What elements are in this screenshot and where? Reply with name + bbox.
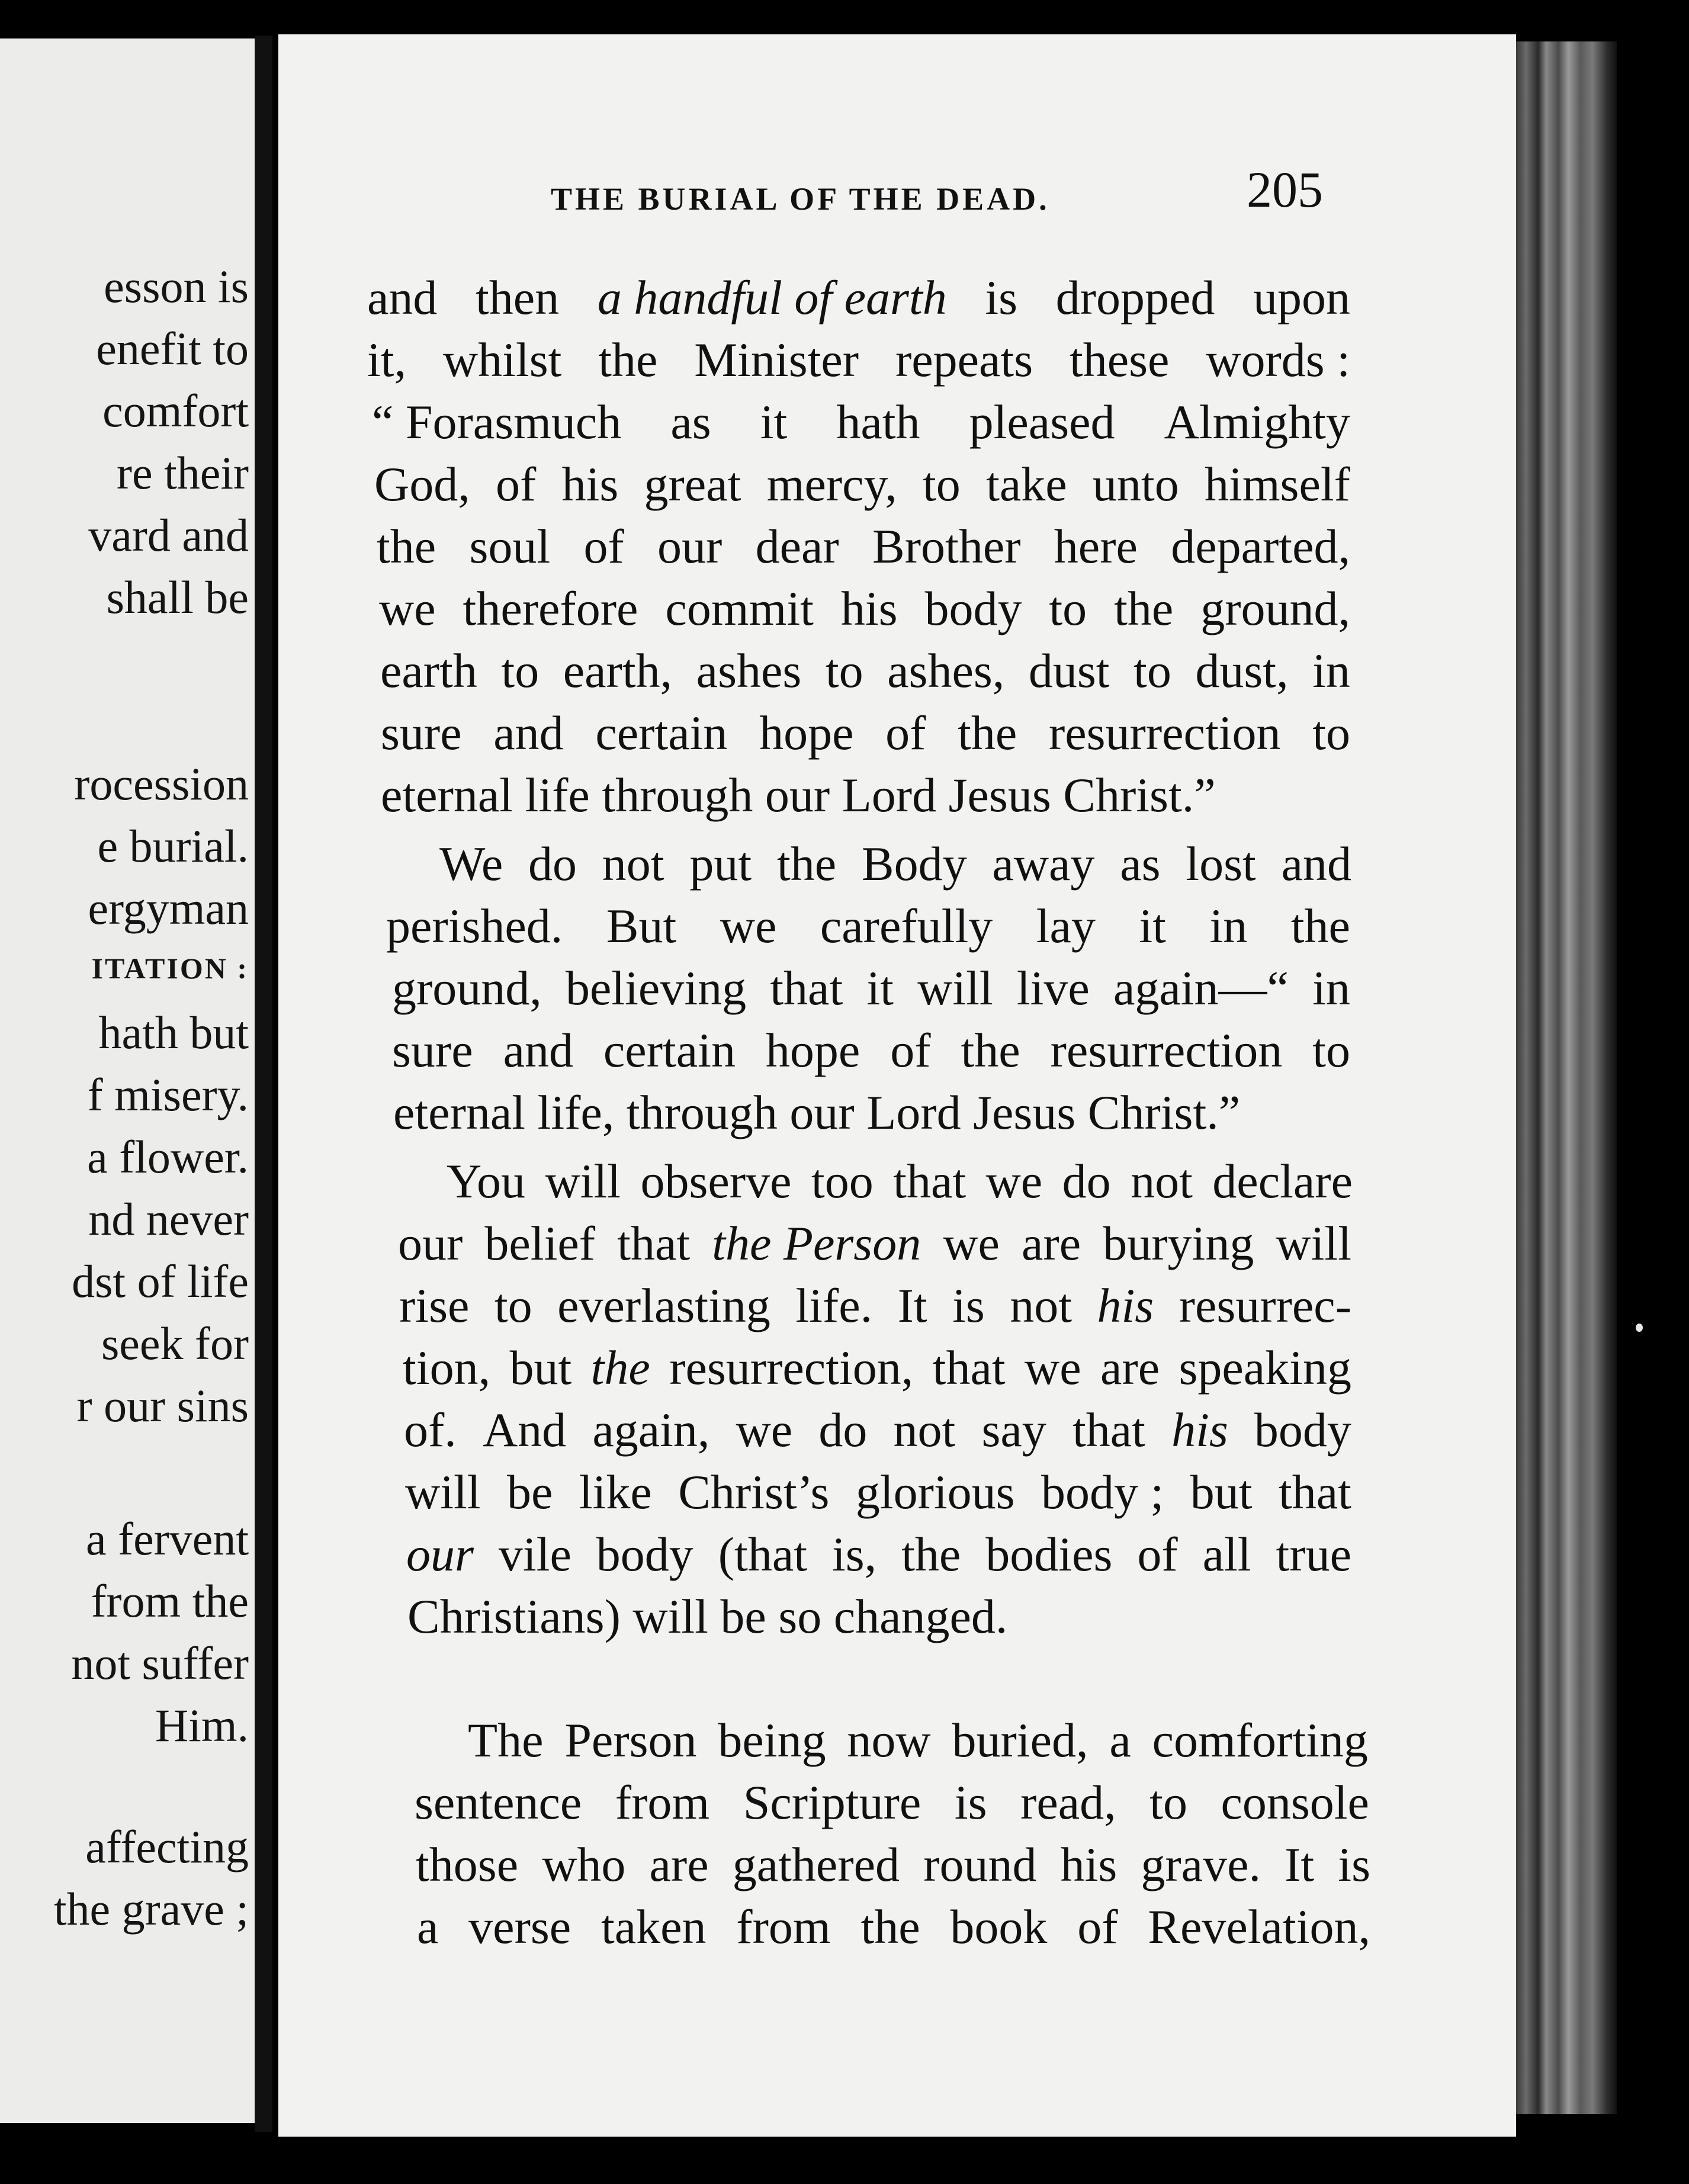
left-page-line: vard and	[88, 509, 249, 561]
word: Person	[564, 1713, 697, 1767]
word: body	[924, 582, 1022, 635]
word: dust	[1028, 644, 1110, 698]
word: of	[890, 1023, 931, 1077]
word: then	[476, 271, 560, 325]
word: hath	[836, 395, 920, 449]
word: Minister	[694, 333, 859, 387]
word: sure	[381, 706, 462, 760]
word: body ;	[1041, 1465, 1164, 1519]
word: console	[1221, 1775, 1369, 1829]
text-line	[367, 333, 1350, 387]
word: certain	[595, 706, 728, 760]
word: that	[932, 1341, 1006, 1395]
word: body	[596, 1527, 693, 1581]
word: to	[1312, 706, 1350, 760]
word: of	[885, 706, 926, 760]
word: whilst	[442, 333, 562, 387]
text-line	[404, 1403, 1351, 1457]
text-line	[405, 1465, 1351, 1519]
text-line	[416, 1838, 1370, 1891]
word: say	[981, 1403, 1046, 1457]
word: comforting	[1152, 1713, 1368, 1767]
word: It	[897, 1279, 927, 1332]
word: his	[840, 582, 898, 635]
word: we	[720, 899, 777, 953]
left-page-line: r our sins	[76, 1380, 249, 1431]
word: resurrection	[1048, 706, 1281, 760]
word: hope	[765, 1023, 860, 1077]
word: again,	[592, 1403, 710, 1457]
text-line	[381, 706, 1350, 760]
text-line	[380, 644, 1350, 698]
word: soul	[469, 519, 551, 573]
left-page-line: a flower.	[87, 1131, 249, 1183]
word: a	[417, 1900, 439, 1954]
word: Brother	[872, 519, 1021, 573]
left-page-line: a fervent	[86, 1513, 249, 1565]
word: in	[1312, 644, 1350, 698]
word: himself	[1204, 457, 1350, 511]
word: the	[1114, 582, 1174, 635]
word: here	[1054, 519, 1138, 573]
word: Christians) will be so changed.	[407, 1589, 1008, 1643]
word: be	[507, 1465, 553, 1519]
word: Revelation,	[1148, 1900, 1370, 1954]
word: grave.	[1141, 1838, 1261, 1891]
word: the	[377, 519, 436, 573]
text-line	[415, 1775, 1369, 1829]
word: true	[1276, 1527, 1351, 1581]
word: is	[1338, 1838, 1370, 1891]
word: declare	[1212, 1154, 1353, 1208]
word: the	[901, 1527, 961, 1581]
word: resurrec-	[1179, 1279, 1351, 1332]
word: (that	[718, 1527, 808, 1581]
word: will	[917, 961, 993, 1015]
text-line	[407, 1589, 1385, 1643]
word: to	[501, 644, 540, 698]
word: earth,	[563, 644, 673, 698]
text-line	[374, 457, 1350, 511]
word: departed,	[1171, 519, 1350, 573]
word: dropped	[1055, 271, 1215, 325]
word: rise	[399, 1279, 470, 1332]
word: to	[1134, 644, 1171, 698]
word: taken	[601, 1900, 707, 1954]
word: from	[736, 1900, 831, 1954]
word: read,	[1020, 1775, 1116, 1829]
word: body	[1254, 1403, 1351, 1457]
left-page-line: ergyman	[88, 882, 249, 934]
word: we	[943, 1216, 1000, 1270]
word: round	[923, 1838, 1037, 1891]
word: ashes	[696, 644, 802, 698]
word: as	[670, 395, 711, 449]
word: ashes,	[887, 644, 1005, 698]
text-line	[372, 395, 1350, 449]
word: of	[495, 457, 537, 511]
left-page-line: e burial.	[97, 820, 249, 872]
edge-speck	[1636, 1324, 1643, 1332]
word: that	[1072, 1403, 1145, 1457]
word: we	[736, 1403, 793, 1457]
word: to	[1312, 1023, 1350, 1077]
text-line	[406, 1527, 1351, 1581]
word: belief	[484, 1216, 596, 1270]
word: dear	[755, 519, 839, 573]
word: those	[416, 1838, 519, 1891]
left-page-line: hath but	[98, 1007, 249, 1058]
word: we	[1025, 1341, 1081, 1395]
word: and	[367, 271, 438, 325]
left-page-line: enefit to	[96, 323, 249, 374]
word: to	[1149, 1775, 1187, 1829]
word: will	[1276, 1216, 1351, 1270]
word: a handful of earth	[597, 271, 947, 325]
word: resurrection,	[669, 1341, 914, 1395]
word: do	[818, 1403, 868, 1457]
word: his	[1060, 1838, 1118, 1891]
word: gathered	[732, 1838, 900, 1891]
word: the	[598, 333, 658, 387]
word: are	[1022, 1216, 1081, 1270]
word: the Person	[712, 1216, 921, 1270]
word: will	[405, 1465, 481, 1519]
word: perished.	[386, 899, 563, 953]
word: that	[770, 961, 843, 1015]
word: God,	[374, 457, 470, 511]
left-page-line: ITATION :	[91, 952, 249, 985]
word: earth	[380, 644, 477, 698]
word: our	[398, 1216, 463, 1270]
word: in	[1209, 899, 1248, 953]
word: It	[1285, 1838, 1315, 1891]
word: away	[992, 837, 1095, 891]
text-line	[379, 584, 1350, 633]
word: it	[760, 395, 788, 449]
text-line	[439, 837, 1351, 891]
word: and	[1281, 837, 1351, 891]
word: is,	[831, 1527, 877, 1581]
word: it,	[367, 333, 407, 387]
word: burying	[1103, 1216, 1254, 1270]
text-line	[403, 1341, 1351, 1395]
word: tion,	[403, 1341, 491, 1395]
word: we	[985, 1154, 1043, 1208]
word: The	[468, 1713, 544, 1767]
word: speaking	[1179, 1341, 1351, 1395]
page-edges	[1516, 41, 1617, 2114]
word: ground,	[1200, 582, 1350, 635]
word: take	[986, 457, 1067, 511]
word: resurrection	[1050, 1023, 1283, 1077]
left-page-line: Him.	[155, 1700, 249, 1751]
word: but	[1190, 1465, 1253, 1519]
word: but	[509, 1341, 572, 1395]
word: being	[718, 1713, 826, 1767]
word: now	[847, 1713, 931, 1767]
left-page-line: f misery.	[87, 1069, 249, 1120]
word: is	[985, 271, 1018, 325]
word: Body	[861, 837, 967, 891]
word: life.	[795, 1279, 873, 1332]
word: of	[1077, 1900, 1118, 1954]
word: live	[1016, 961, 1090, 1015]
word: mercy,	[766, 457, 897, 511]
text-line	[393, 1085, 1370, 1139]
word: his	[1097, 1279, 1154, 1332]
word: But	[606, 899, 677, 953]
word: that	[617, 1216, 691, 1270]
word: again—“	[1113, 961, 1289, 1015]
word: who	[542, 1838, 626, 1891]
left-page-line: the grave ;	[53, 1883, 249, 1935]
previous-page-fragment	[0, 38, 255, 2123]
word: of.	[404, 1403, 457, 1457]
word: Christ’s	[678, 1465, 830, 1519]
word: it	[1139, 899, 1166, 953]
word: everlasting	[557, 1279, 770, 1332]
word: we	[379, 582, 436, 635]
word: commit	[665, 582, 814, 635]
word: lost	[1186, 837, 1256, 891]
word: not	[893, 1403, 956, 1457]
word: observe	[640, 1154, 792, 1208]
word: the	[1290, 899, 1350, 953]
text-line	[447, 1154, 1353, 1208]
word: the	[961, 1023, 1020, 1077]
word: not	[1010, 1279, 1073, 1332]
word: it	[866, 961, 894, 1015]
text-line	[398, 1216, 1351, 1270]
word: You	[447, 1154, 526, 1208]
text-line	[392, 1023, 1350, 1077]
word: bodies	[985, 1527, 1113, 1581]
word: from	[615, 1775, 710, 1829]
word: not	[602, 837, 664, 891]
text-line	[386, 899, 1350, 953]
word: is	[952, 1279, 985, 1332]
left-page-line: rocession	[74, 758, 249, 810]
word: as	[1120, 837, 1161, 891]
word: to	[825, 644, 863, 698]
word: unto	[1092, 457, 1179, 511]
word: the	[590, 1341, 650, 1395]
word: believing	[565, 961, 747, 1015]
word: his	[561, 457, 619, 511]
word: and	[503, 1023, 573, 1077]
word: sentence	[415, 1775, 582, 1829]
word: to	[923, 457, 961, 511]
text-line	[392, 961, 1350, 1015]
word: of	[1137, 1527, 1178, 1581]
word: lay	[1036, 899, 1096, 953]
word: that	[893, 1154, 966, 1208]
word: is	[954, 1775, 987, 1829]
left-page-line: dst of life	[72, 1255, 249, 1307]
word: put	[689, 837, 752, 891]
word: words :	[1206, 333, 1350, 387]
word: the	[958, 706, 1017, 760]
word: book	[950, 1900, 1048, 1954]
word: “ Forasmuch	[372, 395, 622, 449]
word: vile	[498, 1527, 571, 1581]
word: dust,	[1195, 644, 1289, 698]
word: upon	[1253, 271, 1350, 325]
word: to	[494, 1279, 532, 1332]
word: do	[528, 837, 577, 891]
word: hope	[759, 706, 854, 760]
word: do	[1062, 1154, 1111, 1208]
word: to	[1049, 582, 1087, 635]
word: that	[1278, 1465, 1351, 1519]
left-page-line: nd never	[88, 1193, 249, 1245]
word: certain	[603, 1023, 736, 1077]
word: eternal life through our Lord Jesus Christ.”	[381, 768, 1216, 822]
word: of	[583, 519, 624, 573]
word: not	[1131, 1154, 1193, 1208]
word: And	[482, 1403, 567, 1457]
left-page-line: comfort	[102, 385, 249, 436]
text-line	[417, 1900, 1370, 1954]
left-page-line: from the	[91, 1575, 249, 1627]
word: and	[493, 706, 564, 760]
page-number: 205	[1247, 161, 1323, 218]
word: our	[657, 519, 723, 573]
word: Scripture	[743, 1775, 921, 1829]
word: glorious	[855, 1465, 1015, 1519]
book-gutter	[255, 36, 272, 2132]
left-page-line: seek for	[101, 1318, 249, 1369]
word: his	[1171, 1403, 1228, 1457]
word: too	[811, 1154, 874, 1208]
word: repeats	[895, 333, 1033, 387]
word: great	[644, 457, 741, 511]
text-line	[381, 768, 1358, 822]
left-page-line: affecting	[85, 1821, 249, 1873]
word: eternal life, through our Lord Jesus Christ.”	[393, 1085, 1241, 1139]
word: are	[1100, 1341, 1160, 1395]
word: in	[1312, 961, 1350, 1015]
word: all	[1202, 1527, 1251, 1581]
word: like	[579, 1465, 652, 1519]
left-page-line: esson is	[104, 261, 249, 312]
text-line	[468, 1713, 1368, 1767]
left-page-line: re their	[116, 447, 249, 499]
word: buried,	[952, 1713, 1088, 1767]
word: a	[1109, 1713, 1131, 1767]
word: our	[406, 1527, 474, 1581]
word: Almighty	[1164, 395, 1350, 449]
word: therefore	[463, 582, 638, 635]
word: the	[860, 1900, 920, 1954]
word: are	[649, 1838, 709, 1891]
word: the	[776, 837, 837, 891]
text-line	[399, 1279, 1351, 1332]
word: sure	[392, 1023, 473, 1077]
word: these	[1069, 333, 1170, 387]
word: verse	[468, 1900, 571, 1954]
word: We	[439, 837, 503, 891]
word: carefully	[820, 899, 993, 953]
text-line	[377, 519, 1350, 573]
running-title: THE BURIAL OF THE DEAD.	[551, 181, 1050, 217]
left-page-line: shall be	[106, 571, 249, 623]
left-page-line: not suffer	[71, 1637, 249, 1689]
word: pleased	[969, 395, 1115, 449]
text-line	[367, 271, 1350, 325]
word: ground,	[392, 961, 542, 1015]
word: will	[545, 1154, 621, 1208]
